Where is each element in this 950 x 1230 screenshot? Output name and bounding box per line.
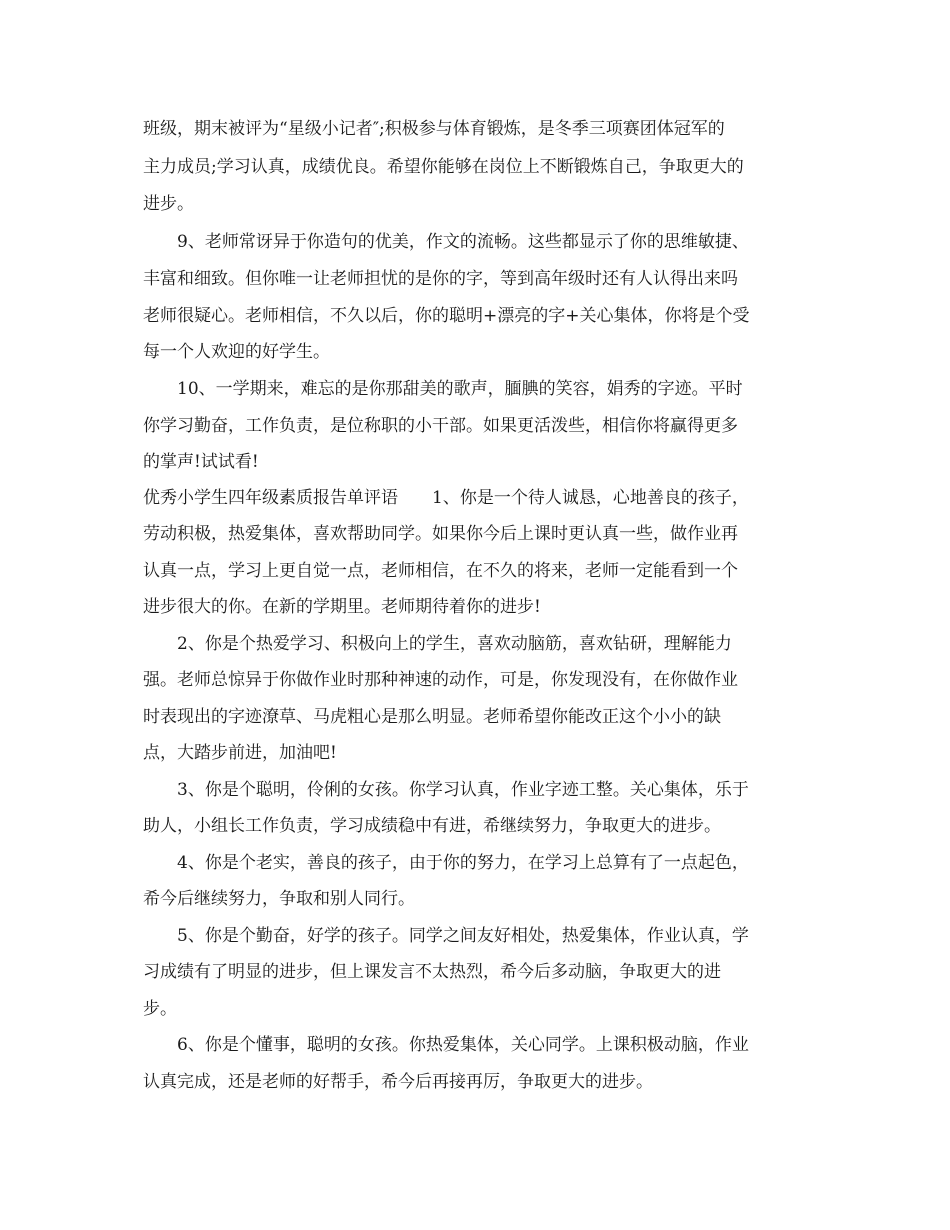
paragraph-3-start: 3、你是个聪明，伶俐的女孩。你学习认真，作业字迹工整。关心集体，乐于 bbox=[177, 780, 749, 800]
paragraph-6-start: 6、你是个懂事，聪明的女孩。你热爱集体，关心同学。上课积极动脑，作业 bbox=[177, 1035, 749, 1055]
text-line: 每一个人欢迎的好学生。 bbox=[143, 342, 330, 362]
text-line: 认真完成，还是老师的好帮手，希今后再接再厉，争取更大的进步。 bbox=[143, 1072, 653, 1092]
text-line: 你学习勤奋，工作负责，是位称职的小干部。如果更活泼些，相信你将赢得更多 bbox=[143, 416, 738, 436]
text-line: 希今后继续努力，争取和别人同行。 bbox=[143, 889, 415, 909]
text-line: 丰富和细致。但你唯一让老师担忧的是你的字，等到高年级时还有人认得出来吗 bbox=[143, 269, 738, 289]
text-line: 步。 bbox=[143, 999, 177, 1019]
text-line: 老师很疑心。老师相信，不久以后，你的聪明+漂亮的字+关心集体，你将是个受 bbox=[143, 306, 750, 326]
text-line: 认真一点，学习上更自觉一点，老师相信，在不久的将来，老师一定能看到一个 bbox=[143, 561, 738, 581]
text-line: 进步很大的你。在新的学期里。老师期待着你的进步! bbox=[143, 597, 541, 617]
text-line: 时表现出的字迹潦草、马虎粗心是那么明显。老师希望你能改正这个小小的缺 bbox=[143, 707, 721, 727]
section-heading-line: 优秀小学生四年级素质报告单评语 1、你是一个待人诚恳，心地善良的孩子， bbox=[143, 488, 749, 508]
paragraph-2-start: 2、你是个热爱学习、积极向上的学生，喜欢动脑筋，喜欢钻研，理解能力 bbox=[177, 634, 732, 654]
text-line: 助人，小组长工作负责，学习成绩稳中有进，希继续努力，争取更大的进步。 bbox=[143, 816, 721, 836]
text-line: 的掌声!试试看! bbox=[143, 452, 259, 472]
text-line: 点，大踏步前进，加油吧! bbox=[143, 743, 337, 763]
text-line: 进步。 bbox=[143, 194, 194, 214]
paragraph-10-start: 10、一学期来，难忘的是你那甜美的歌声，腼腆的笑容，娟秀的字迹。平时 bbox=[177, 379, 743, 399]
paragraph-5-start: 5、你是个勤奋，好学的孩子。同学之间友好相处，热爱集体，作业认真，学 bbox=[177, 926, 749, 946]
paragraph-4-start: 4、你是个老实，善良的孩子，由于你的努力，在学习上总算有了一点起色， bbox=[177, 853, 749, 873]
text-line: 劳动积极，热爱集体，喜欢帮助同学。如果你今后上课时更认真一些，做作业再 bbox=[143, 524, 738, 544]
text-line: 强。老师总惊异于你做作业时那种神速的动作，可是，你发现没有，在你做作业 bbox=[143, 670, 738, 690]
text-line: 主力成员;学习认真，成绩优良。希望你能够在岗位上不断锻炼自己，争取更大的 bbox=[143, 157, 744, 177]
text-line: 班级，期末被评为“星级小记者″;积极参与体育锻炼，是冬季三项赛团体冠军的 bbox=[143, 119, 725, 139]
paragraph-9-start: 9、老师常讶异于你造句的优美，作文的流畅。这些都显示了你的思维敏捷、 bbox=[177, 232, 749, 252]
text-line: 习成绩有了明显的进步，但上课发言不太热烈，希今后多动脑，争取更大的进 bbox=[143, 962, 721, 982]
